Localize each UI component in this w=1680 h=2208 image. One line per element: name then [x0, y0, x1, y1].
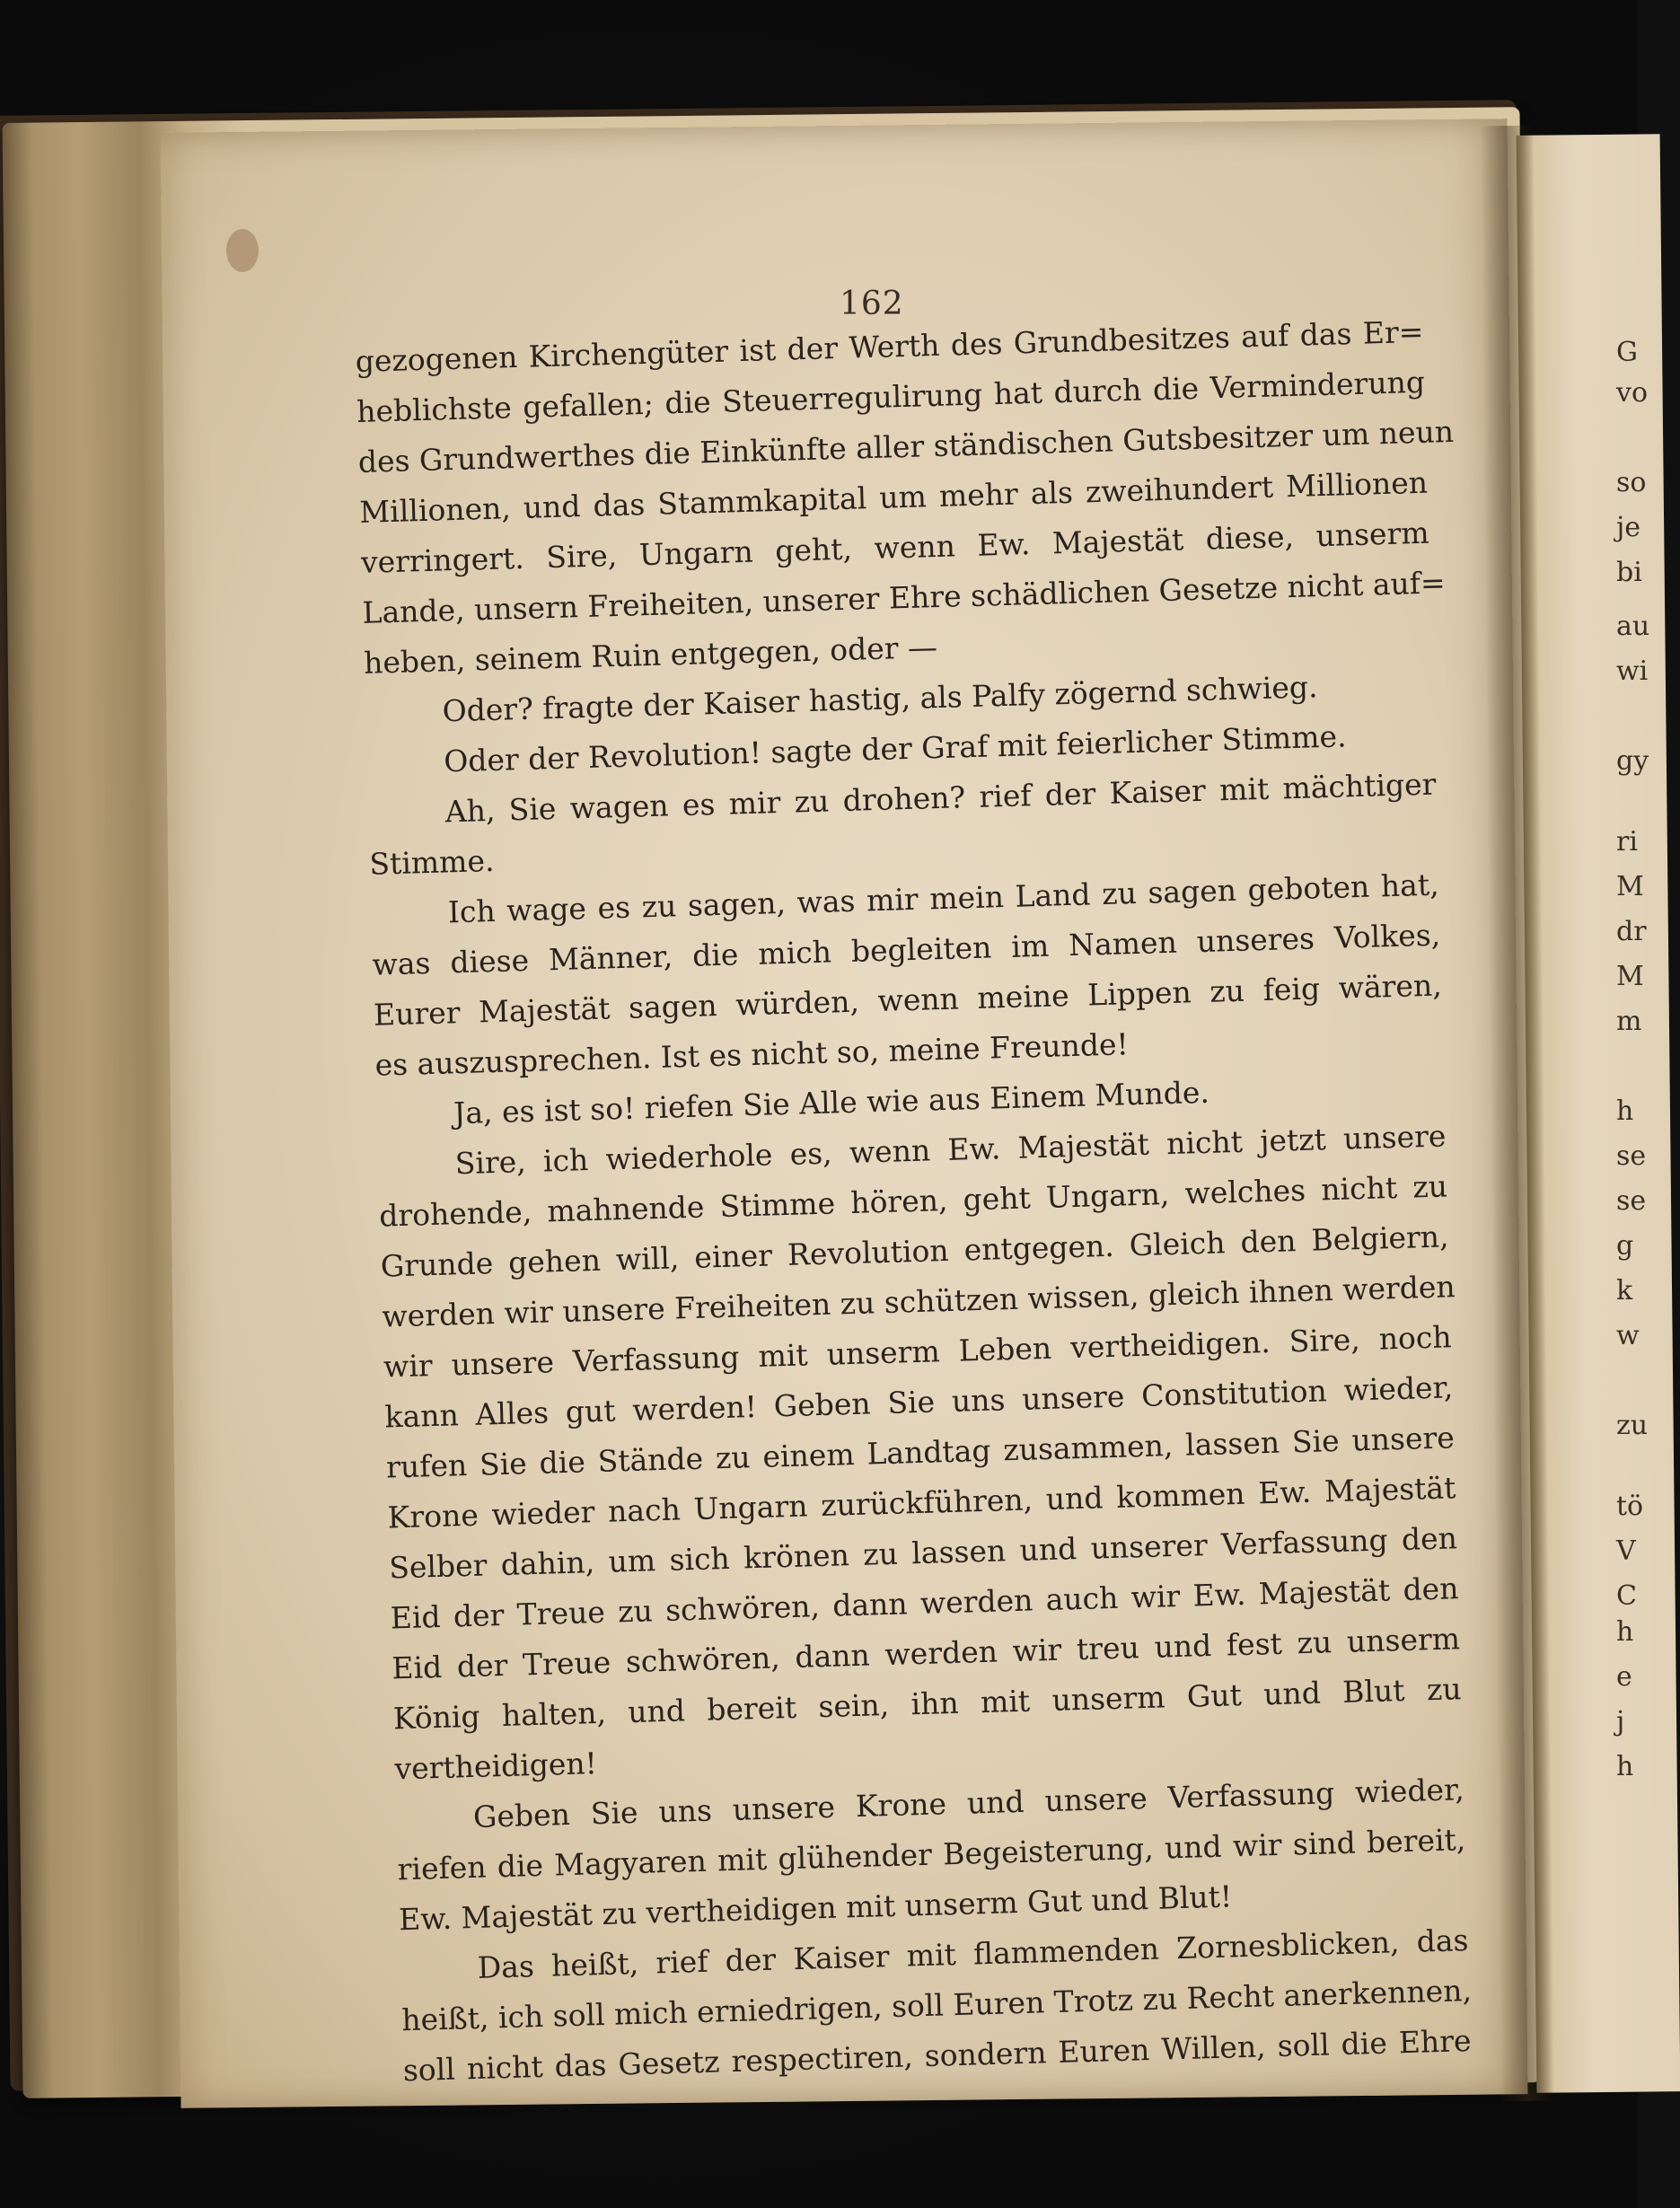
right-page-fragment: wi — [1616, 655, 1649, 687]
text-line: Sire, ich wiederhole es, wenn Ew. Majestät nicht jetzt unsere — [454, 1118, 1447, 1182]
page-text — [355, 307, 1472, 2096]
right-page-fragment: e — [1616, 1661, 1632, 1693]
right-page-fragment: h — [1616, 1095, 1634, 1127]
text-line: verringert. Sire, Ungarn geht, wenn Ew. Majestät diese, unserm — [360, 515, 1430, 580]
text-line: Eid der Treue schwören, dann werden wir treu und fest zu unserm — [391, 1621, 1461, 1686]
text-line: Lande, unsern Freiheiten, unserer Ehre schädlichen Gesetze nicht auf= — [362, 565, 1447, 630]
text-line: es auszusprechen. Ist es nicht so, meine Freunde! — [374, 1026, 1130, 1083]
text-line: drohende, mahnende Stimme hören, geht Ungarn, welches nicht zu — [378, 1168, 1448, 1234]
page-number: 162 — [840, 286, 904, 322]
text-line: vertheidigen! — [394, 1746, 598, 1787]
text-line: was diese Männer, die mich begleiten im Namen unseres Volkes, — [371, 917, 1441, 982]
text-line: Ja, es ist so! riefen Sie Alle wie aus Einem Munde. — [453, 1074, 1210, 1131]
text-line: Ew. Majestät zu vertheidigen mit unserm Gut und Blut! — [398, 1878, 1233, 1938]
text-line: wir unsere Verfassung mit unserm Leben vertheidigen. Sire, noch — [383, 1319, 1453, 1385]
right-page-fragment: zu — [1616, 1410, 1649, 1441]
right-page-fragment: m — [1616, 1006, 1642, 1037]
text-line: heißt, ich soll mich erniedrigen, soll Euren Trotz zu Recht anerkennen, — [400, 1972, 1473, 2038]
text-line: heblichste gefallen; die Steuerregulirung hat durch die Verminderung — [356, 364, 1426, 429]
text-line: Ah, Sie wagen es mir zu drohen? rief der Kaiser mit mächtiger — [444, 766, 1437, 830]
text-line: Geben Sie uns unsere Krone und unsere Verfassung wieder, — [472, 1772, 1465, 1834]
text-line: heben, seinem Ruin entgegen, oder — — [363, 629, 938, 681]
right-page-fragment: se — [1616, 1140, 1647, 1172]
text-line: des Grundwerthes die Einkünfte aller ständischen Gutsbesitzer um neun — [357, 413, 1455, 479]
text-line: soll nicht das Gesetz respectiren, sondern Euren Willen, soll die Ehre — [402, 2023, 1473, 2089]
text-line: Eid der Treue zu schwören, dann werden auch wir Ew. Majestät den — [390, 1570, 1459, 1636]
text-line: kann Alles gut werden! Geben Sie uns unsere Constitution wieder, — [384, 1369, 1454, 1435]
right-page-fragment: h — [1616, 1616, 1634, 1648]
right-page-fragment: M — [1616, 961, 1644, 992]
right-page-fragment: bi — [1616, 557, 1642, 588]
right-page-fragment: j — [1616, 1706, 1625, 1737]
right-page-fragment: w — [1616, 1320, 1640, 1351]
right-page-fragment: g — [1616, 1230, 1634, 1262]
text-line: Eurer Majestät sagen würden, wenn meine Lippen zu feig wären, — [373, 967, 1443, 1033]
text-line: Millionen, und das Stammkapital um mehr als zweihundert Millionen — [358, 464, 1429, 530]
text-line: Das heißt, rief der Kaiser mit flammenden Zornesblicken, das — [477, 1922, 1469, 1985]
text-line: riefen die Magyaren mit glühender Begeisterung, und wir sind bereit, — [397, 1822, 1466, 1887]
right-page-fragment: vo — [1616, 377, 1649, 409]
text-line: gezogenen Kirchengüter ist der Werth des Grundbesitzes auf das Er= — [355, 313, 1424, 379]
right-page-fragment: V — [1616, 1535, 1636, 1567]
text-line: König halten, und bereit sein, ihn mit unserm Gut und Blut zu — [392, 1671, 1463, 1737]
right-page-fragment: tö — [1616, 1491, 1644, 1522]
text-line: Selber dahin, um sich krönen zu lassen und unserer Verfassung den — [388, 1520, 1458, 1586]
text-line: Stimme. — [368, 842, 495, 882]
text-line: Oder? fragte der Kaiser hastig, als Palfy zögernd schwieg. — [442, 669, 1319, 729]
right-page-fragment: h — [1616, 1751, 1634, 1782]
right-page-fragment: k — [1616, 1275, 1633, 1306]
right-page-fragment: je — [1616, 512, 1641, 543]
right-page-fragment: se — [1616, 1185, 1647, 1217]
right-page-fragment: M — [1616, 871, 1644, 902]
page-stain — [226, 229, 259, 272]
right-page-fragment: C — [1616, 1580, 1637, 1612]
text-line: Oder der Revolution! sagte der Graf mit feierlicher Stimme. — [443, 718, 1347, 779]
text-line: Grunde gehen will, einer Revolution entgegen. Gleich den Belgiern, — [380, 1218, 1449, 1284]
text-line: rufen Sie die Stände zu einem Landtag zusammen, lassen Sie unsere — [385, 1420, 1456, 1485]
right-page-fragment: so — [1616, 467, 1647, 498]
right-page-fragment: ri — [1616, 826, 1638, 858]
right-page-fragment: G — [1616, 337, 1638, 368]
text-line: Krone wieder nach Ungarn zurückführen, und kommen Ew. Majestät — [387, 1470, 1456, 1535]
right-page-fragment: dr — [1616, 916, 1647, 947]
right-page-fragment: au — [1616, 611, 1650, 642]
text-line: werden wir unsere Freiheiten zu schützen wissen, gleich ihnen werden — [381, 1269, 1456, 1334]
text-line: Ich wage es zu sagen, was mir mein Land zu sagen geboten hat, — [447, 866, 1440, 930]
right-page-fragment: gy — [1616, 745, 1649, 777]
